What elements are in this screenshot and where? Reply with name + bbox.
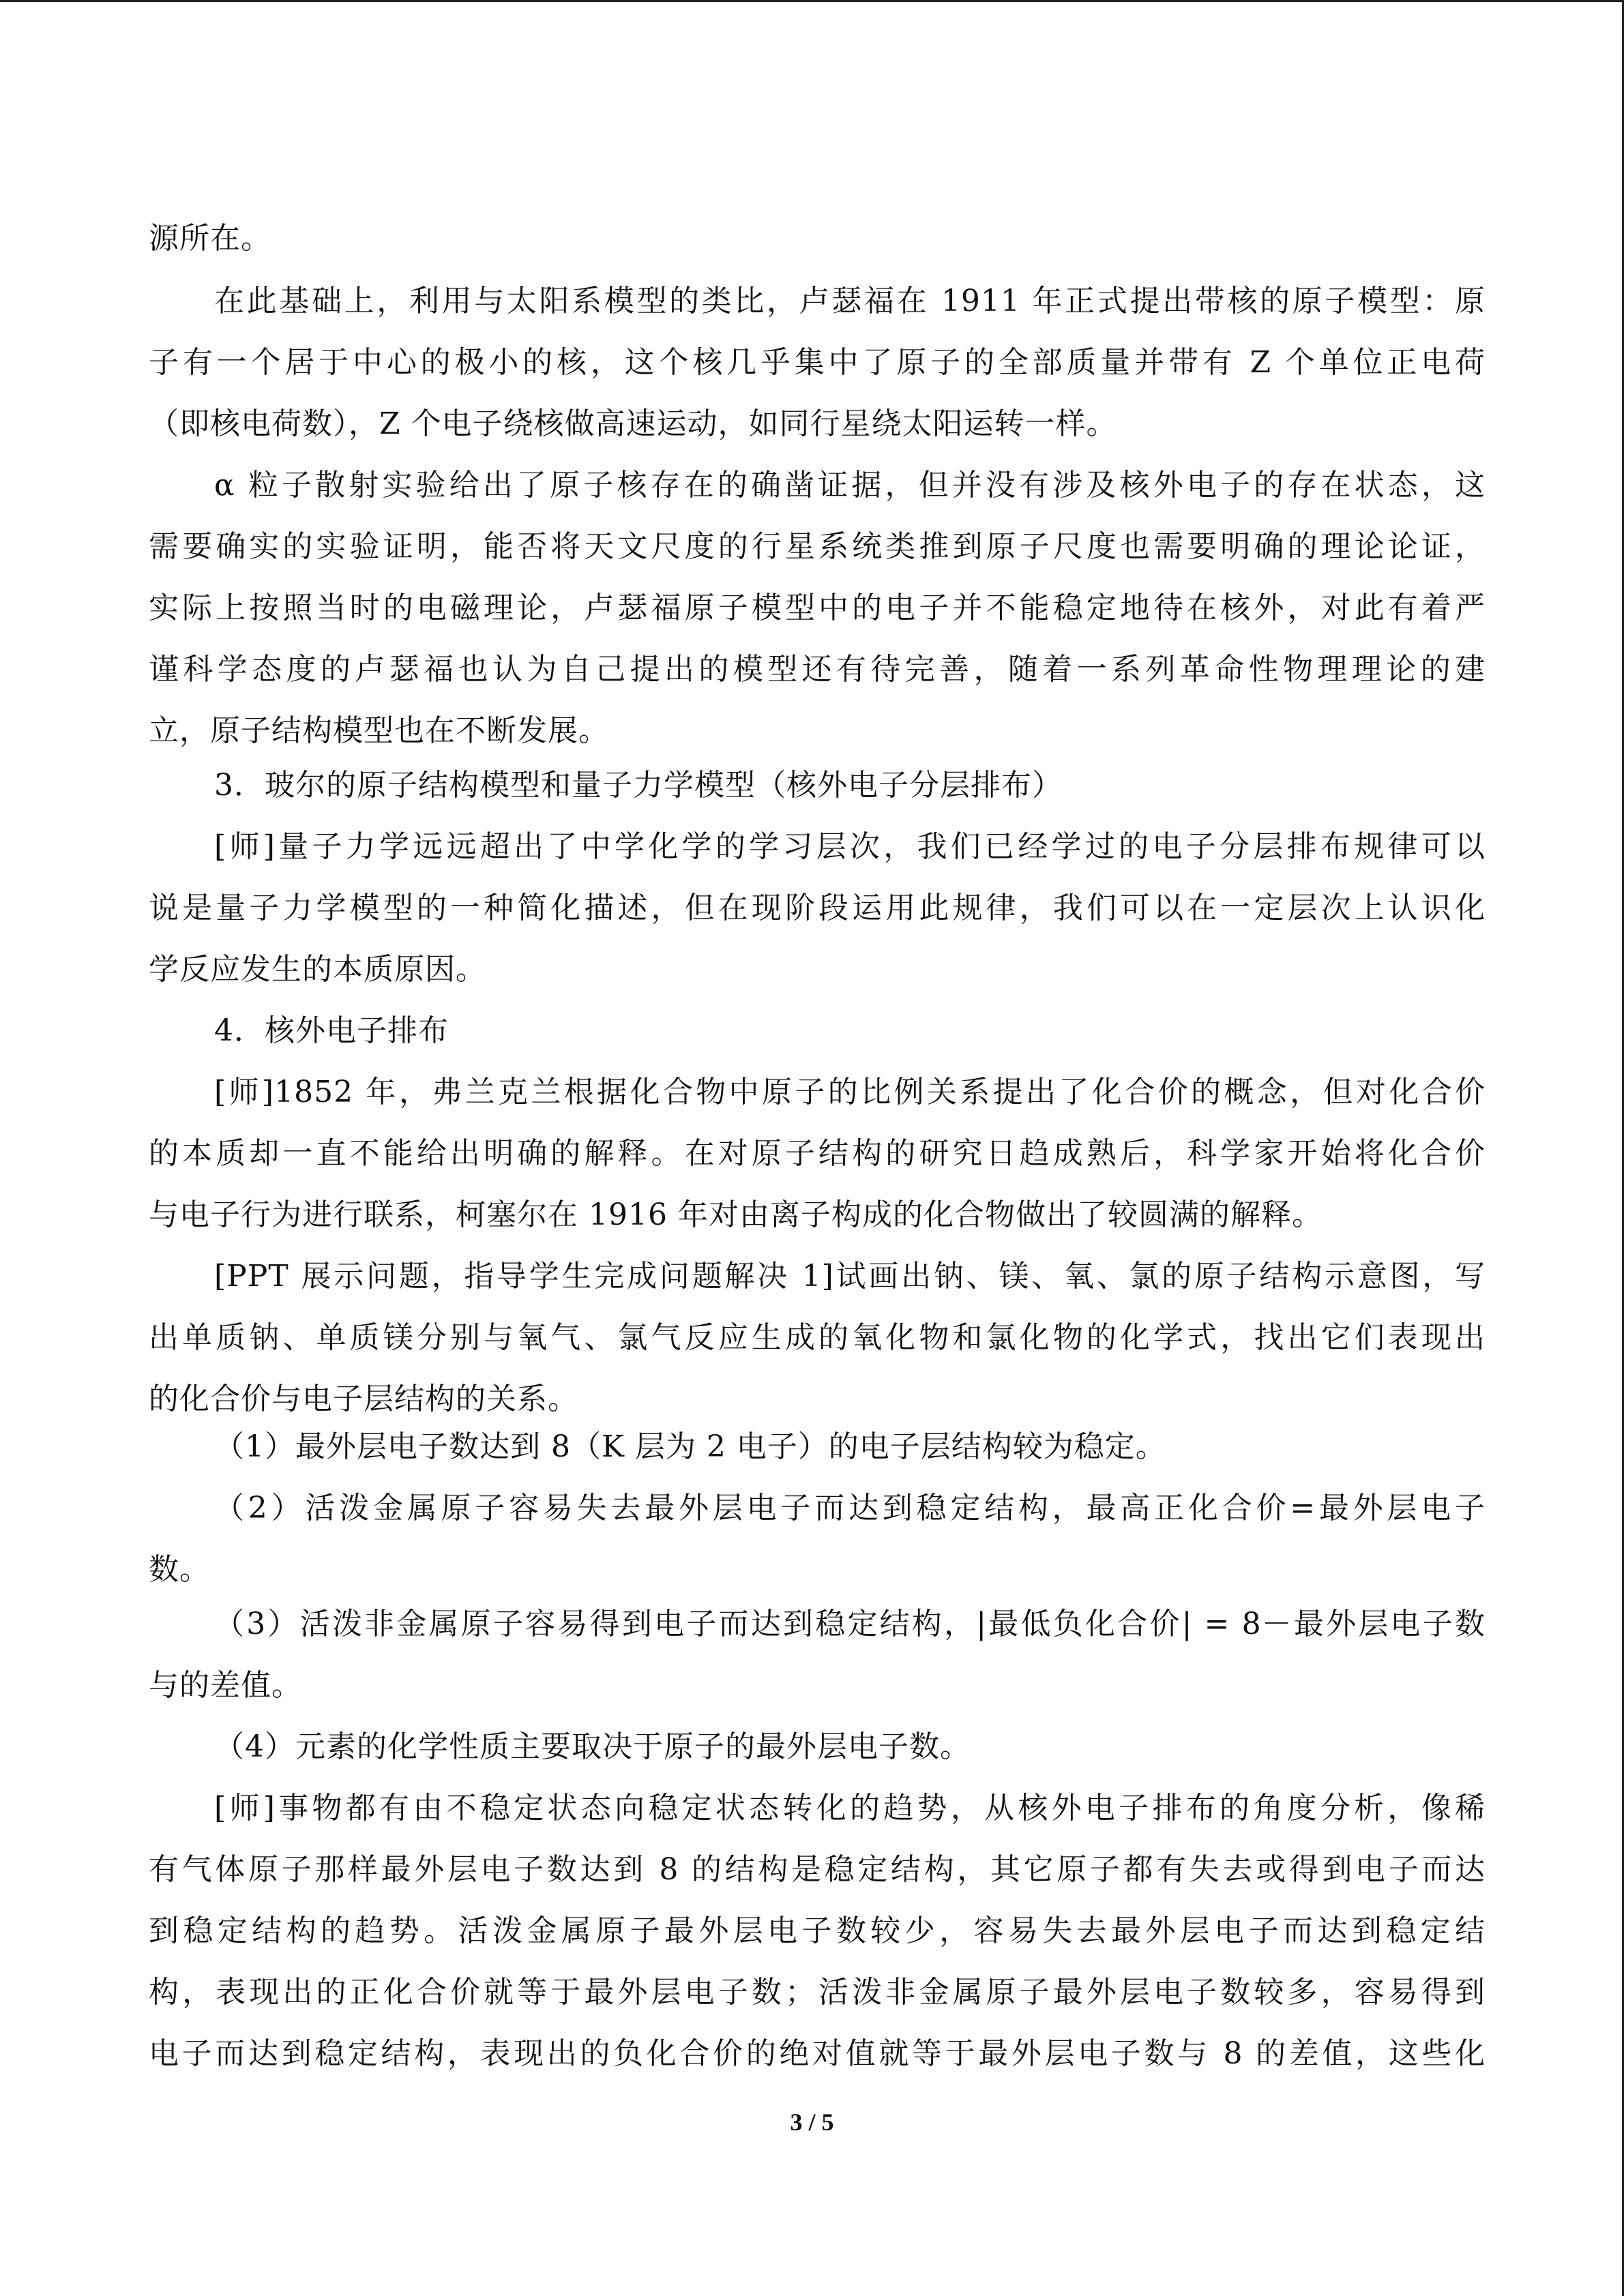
section-heading: 4．核外电子排布: [214, 1013, 449, 1048]
text-line: 出单质钠、单质镁分别与氧气、氯气反应生成的氧化物和氯化物的化学式，找出它们表现出: [149, 1320, 1486, 1355]
text-line: 与的差值。: [149, 1668, 302, 1703]
text-line: 说是量子力学模型的一种简化描述，但在现阶段运用此规律，我们可以在一定层次上认识化: [149, 891, 1486, 925]
text-line: 立，原子结构模型也在不断发展。: [149, 713, 609, 748]
text-line: 有气体原子那样最外层电子数达到 8 的结构是稳定结构，其它原子都有失去或得到电子而达: [149, 1852, 1486, 1887]
list-item: （2）活泼金属原子容易失去最外层电子而达到稳定结构，最高正化合价=最外层电子: [214, 1491, 1486, 1525]
text-line: 数。: [149, 1552, 210, 1587]
text-line: [PPT 展示问题，指导学生完成问题解决 1]试画出钠、镁、氧、氯的原子结构示意图，写: [214, 1259, 1486, 1294]
text-line: [师]事物都有由不稳定状态向稳定状态转化的趋势，从核外电子排布的角度分析，像稀: [214, 1791, 1486, 1825]
text-line: 实际上按照当时的电磁理论，卢瑟福原子模型中的电子并不能稳定地待在核外，对此有着严: [149, 591, 1486, 625]
text-line: 源所在。: [149, 221, 271, 256]
text-line: 谨科学态度的卢瑟福也认为自己提出的模型还有待完善，随着一系列革命性物理理论的建: [149, 652, 1486, 687]
text-line: 电子而达到稳定结构，表现出的负化合价的绝对值就等于最外层电子数与 8 的差值，这些化: [149, 2036, 1486, 2071]
text-line: （即核电荷数），Z 个电子绕核做高速运动，如同行星绕太阳运转一样。: [149, 406, 1117, 441]
text-line: 在此基础上，利用与太阳系模型的类比，卢瑟福在 1911 年正式提出带核的原子模型：原: [214, 284, 1486, 318]
text-line: 的本质却一直不能给出明确的解释。在对原子结构的研究日趋成熟后，科学家开始将化合价: [149, 1136, 1486, 1171]
list-item: （4）元素的化学性质主要取决于原子的最外层电子数。: [214, 1729, 971, 1764]
text-line: 学反应发生的本质原因。: [149, 952, 486, 987]
text-line: α 粒子散射实验给出了原子核存在的确凿证据，但并没有涉及核外电子的存在状态，这: [214, 468, 1486, 503]
page-number: 3 / 5: [790, 2108, 834, 2136]
text-line: [师]1852 年，弗兰克兰根据化合物中原子的比例关系提出了化合价的概念，但对化合价: [214, 1075, 1486, 1109]
text-line: 子有一个居于中心的极小的核，这个核几乎集中了原子的全部质量并带有 Z 个单位正电荷: [149, 345, 1486, 380]
text-line: 到稳定结构的趋势。活泼金属原子最外层电子数较少，容易失去最外层电子而达到稳定结: [149, 1913, 1486, 1948]
list-item: （3）活泼非金属原子容易得到电子而达到稳定结构，|最低负化合价| = 8－最外层电子数: [214, 1607, 1486, 1641]
text-line: 与电子行为进行联系，柯塞尔在 1916 年对由离子构成的化合物做出了较圆满的解释。: [149, 1197, 1323, 1232]
text-line: 需要确实的实验证明，能否将天文尺度的行星系统类推到原子尺度也需要明确的理论论证，: [149, 529, 1486, 564]
list-item: （1）最外层电子数达到 8（K 层为 2 电子）的电子层结构较为稳定。: [214, 1429, 1166, 1464]
text-line: 构，表现出的正化合价就等于最外层电子数；活泼非金属原子最外层电子数较多，容易得到: [149, 1975, 1486, 2010]
text-line: [师]量子力学远远超出了中学化学的学习层次，我们已经学过的电子分层排布规律可以: [214, 829, 1486, 864]
section-heading: 3．玻尔的原子结构模型和量子力学模型（核外电子分层排布）: [214, 768, 1063, 803]
text-line: 的化合价与电子层结构的关系。: [149, 1382, 578, 1416]
